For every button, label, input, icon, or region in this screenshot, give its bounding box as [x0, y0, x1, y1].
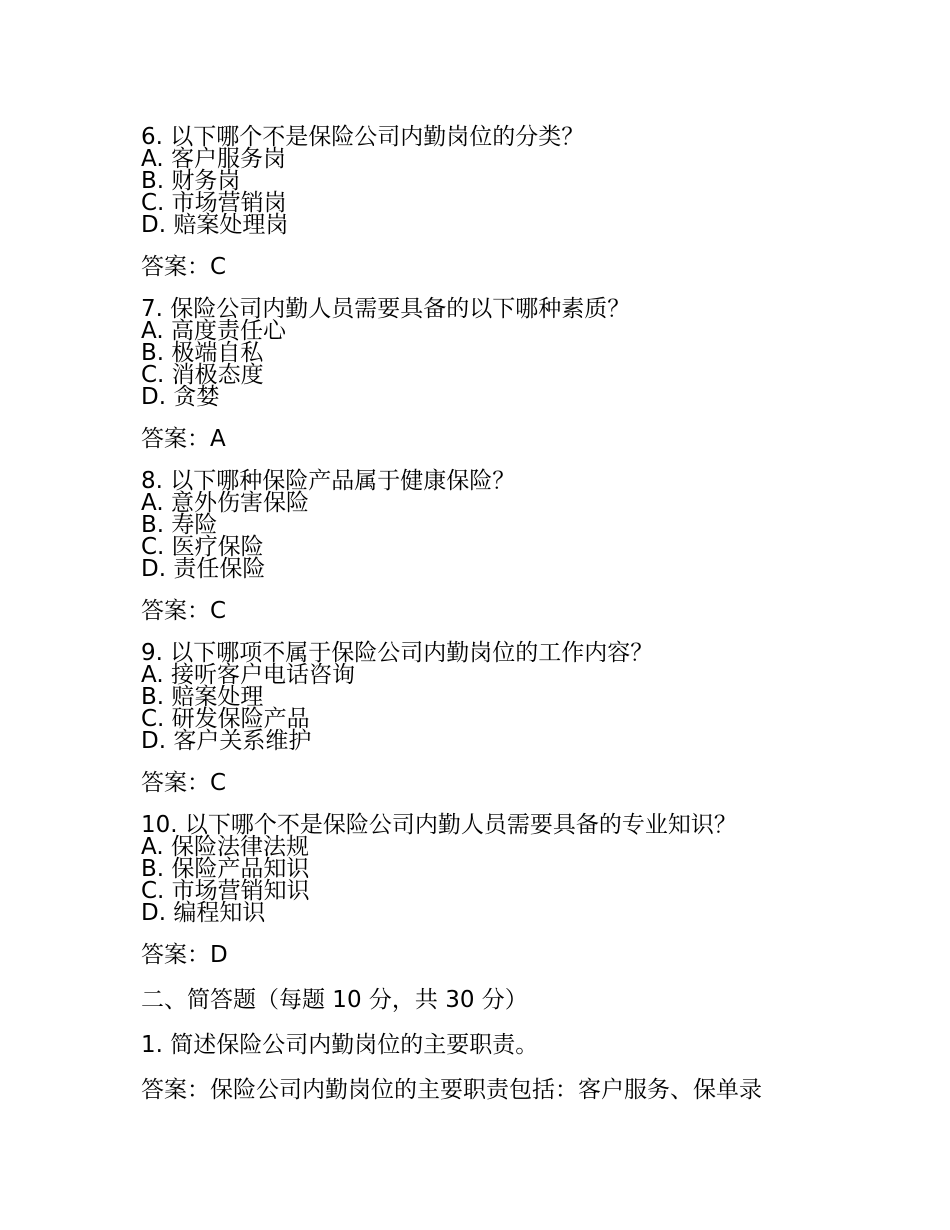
- answer-7: 答案：A: [141, 426, 226, 452]
- option-a: A. 保险法律法规: [141, 834, 309, 860]
- short-answer-1: 答案：保险公司内勤岗位的主要职责包括：客户服务、保单录: [141, 1077, 762, 1103]
- question-7: [141, 298, 841, 408]
- option-d: D. 贪婪: [141, 384, 220, 410]
- option-d: D. 编程知识: [141, 900, 266, 926]
- document-page: [141, 126, 841, 1104]
- option-c: C. 研发保险产品: [141, 706, 310, 732]
- answer-9: 答案：C: [141, 770, 227, 796]
- option-c: C. 市场营销知识: [141, 878, 310, 904]
- answer-8: 答案：C: [141, 598, 227, 624]
- option-c: C. 消极态度: [141, 362, 264, 388]
- option-b: B. 财务岗: [141, 168, 241, 194]
- option-b: B. 赔案处理: [141, 684, 264, 710]
- question-stem: 7. 保险公司内勤人员需要具备的以下哪种素质？: [141, 296, 631, 322]
- question-stem: 10. 以下哪个不是保险公司内勤人员需要具备的专业知识？: [141, 812, 737, 838]
- option-d: D. 责任保险: [141, 556, 266, 582]
- question-8: [141, 470, 841, 580]
- option-b: B. 极端自私: [141, 340, 264, 366]
- short-answer-question-1: 1. 简述保险公司内勤岗位的主要职责。: [141, 1032, 539, 1058]
- answer-10: 答案：D: [141, 942, 228, 968]
- option-d: D. 赔案处理岗: [141, 212, 289, 238]
- option-a: A. 客户服务岗: [141, 146, 286, 172]
- answer-6: 答案：C: [141, 254, 227, 280]
- option-c: C. 市场营销岗: [141, 190, 287, 216]
- option-a: A. 高度责任心: [141, 318, 286, 344]
- question-stem: 8. 以下哪种保险产品属于健康保险？: [141, 468, 516, 494]
- option-a: A. 意外伤害保险: [141, 490, 309, 516]
- question-6: [141, 126, 841, 236]
- question-stem: 9. 以下哪项不属于保险公司内勤岗位的工作内容？: [141, 640, 654, 666]
- question-10: [141, 814, 841, 924]
- question-9: [141, 642, 841, 752]
- option-b: B. 保险产品知识: [141, 856, 310, 882]
- option-c: C. 医疗保险: [141, 534, 264, 560]
- section-title: 二、简答题（每题 10 分，共 30 分）: [141, 987, 528, 1013]
- option-d: D. 客户关系维护: [141, 728, 312, 754]
- option-b: B. 寿险: [141, 512, 218, 538]
- question-stem: 6. 以下哪个不是保险公司内勤岗位的分类？: [141, 124, 585, 150]
- option-a: A. 接听客户电话咨询: [141, 662, 355, 688]
